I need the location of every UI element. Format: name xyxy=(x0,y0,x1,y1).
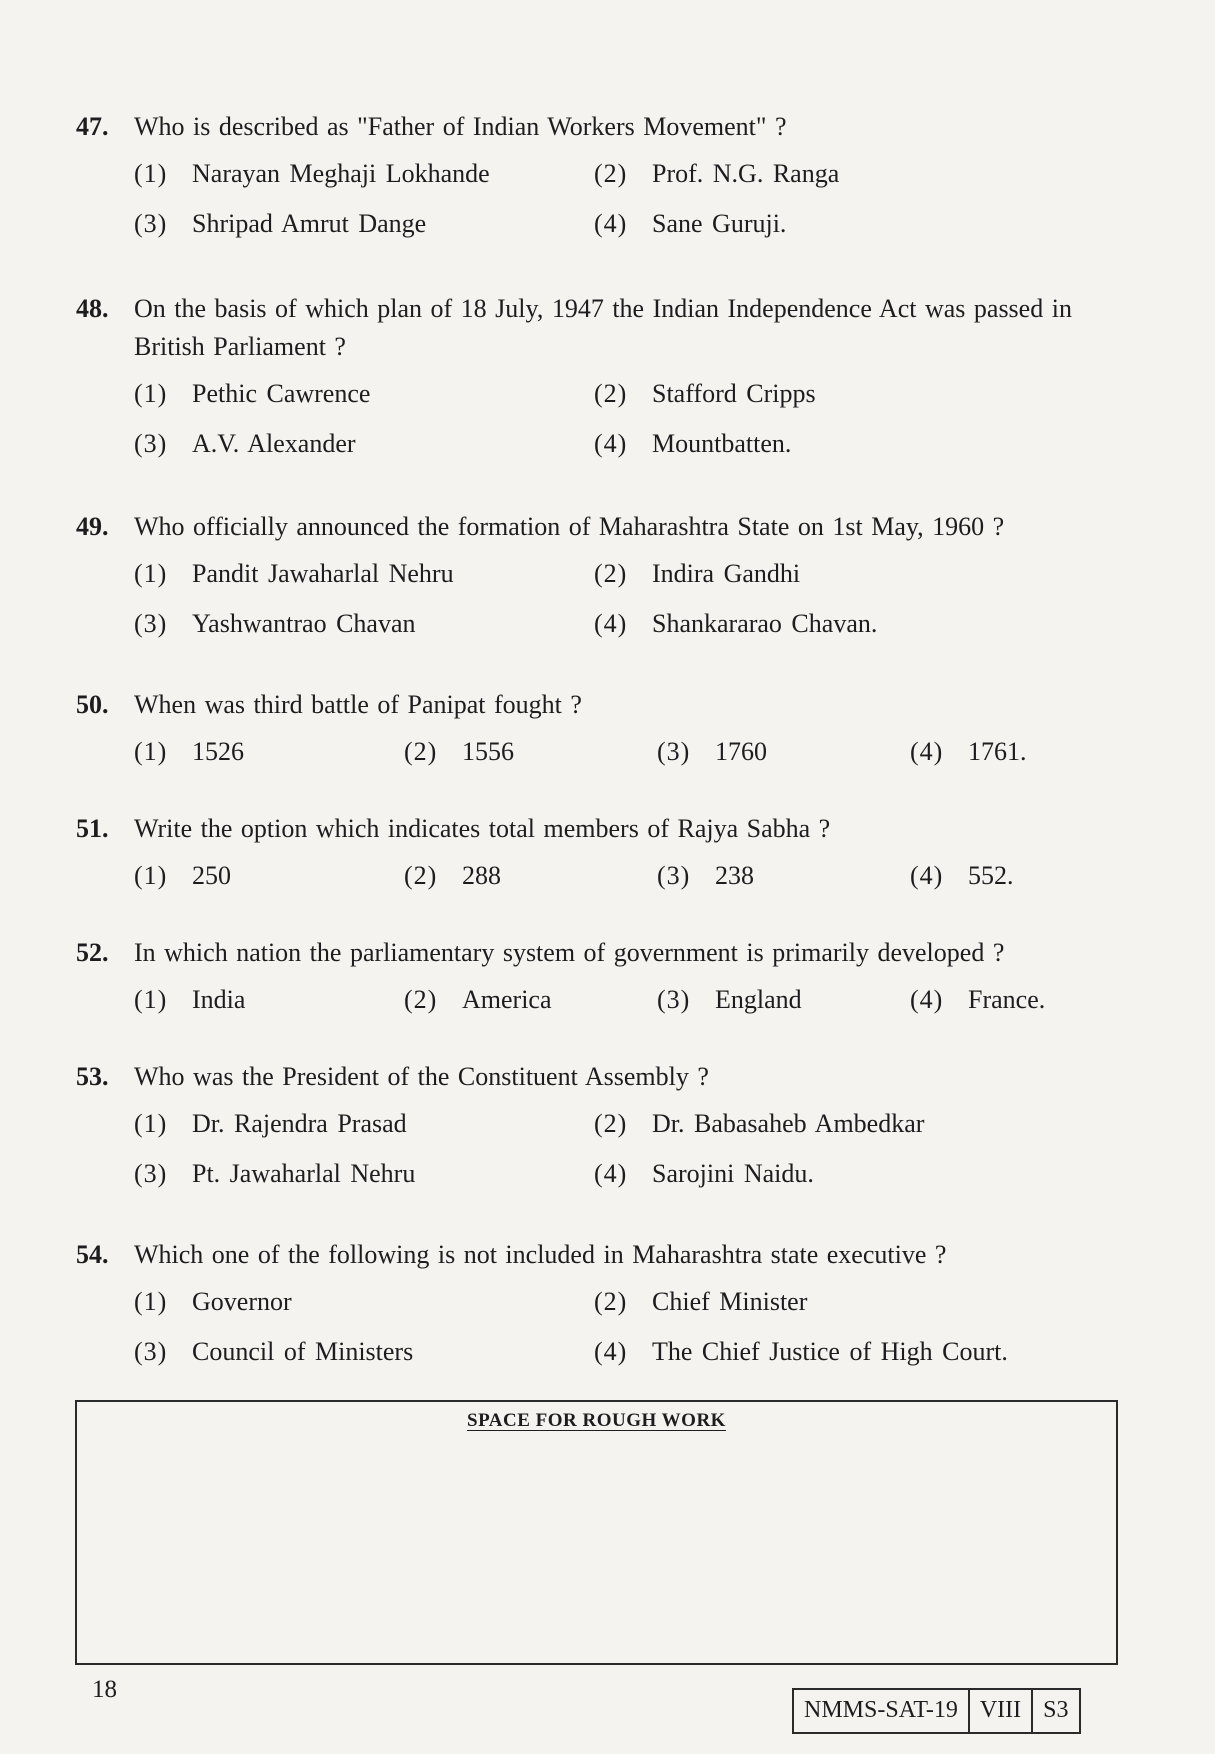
option xyxy=(594,606,1094,642)
question-text: On the basis of which plan of 18 July, 1947 the Indian Independence Act was passed in British Parliament ? xyxy=(134,294,1072,361)
question-number: 50. xyxy=(76,690,109,719)
option-index: (3) xyxy=(134,609,168,638)
option-index: (1) xyxy=(134,985,168,1014)
option-text: Shripad Amrut Dange xyxy=(192,209,427,238)
option-index: (3) xyxy=(657,861,691,890)
option xyxy=(134,1334,594,1370)
option-index: (3) xyxy=(134,1337,168,1366)
option-text: Dr. Babasaheb Ambedkar xyxy=(652,1109,925,1138)
question-text: Which one of the following is not included in Maharashtra state executive ? xyxy=(134,1240,947,1269)
question-50 xyxy=(76,686,1136,770)
question-text: When was third battle of Panipat fought ? xyxy=(134,690,582,719)
question-53 xyxy=(76,1058,1136,1192)
option xyxy=(594,156,1094,192)
option xyxy=(134,556,594,592)
question-number: 48. xyxy=(76,294,109,323)
option-text: 552. xyxy=(968,861,1014,890)
question-number: 54. xyxy=(76,1240,109,1269)
option-index: (1) xyxy=(134,379,168,408)
option xyxy=(657,858,910,894)
question-text: Write the option which indicates total members of Rajya Sabha ? xyxy=(134,814,831,843)
option-text: Shankararao Chavan. xyxy=(652,609,878,638)
option-index: (3) xyxy=(134,209,168,238)
option-index: (2) xyxy=(594,159,628,188)
option xyxy=(594,1156,1094,1192)
option-index: (3) xyxy=(657,737,691,766)
option-text: 1760 xyxy=(715,737,767,766)
option-text: France. xyxy=(968,985,1046,1014)
option xyxy=(134,734,404,770)
option xyxy=(134,982,404,1018)
option xyxy=(134,1284,594,1320)
option-text: 1526 xyxy=(192,737,244,766)
option-text: India xyxy=(192,985,246,1014)
option-index: (2) xyxy=(594,379,628,408)
option-index: (4) xyxy=(910,861,944,890)
option xyxy=(134,1156,594,1192)
option-index: (2) xyxy=(404,985,438,1014)
rough-work-label xyxy=(77,1410,1116,1432)
option-text: 288 xyxy=(462,861,501,890)
option-text: The Chief Justice of High Court. xyxy=(652,1337,1008,1366)
option-text: Pandit Jawaharlal Nehru xyxy=(192,559,454,588)
option-index: (4) xyxy=(910,985,944,1014)
option xyxy=(910,734,1130,770)
option-index: (1) xyxy=(134,861,168,890)
option-text: Narayan Meghaji Lokhande xyxy=(192,159,490,188)
option-index: (2) xyxy=(404,861,438,890)
option-index: (1) xyxy=(134,1287,168,1316)
question-number: 51. xyxy=(76,814,109,843)
option-index: (2) xyxy=(594,1287,628,1316)
question-number: 47. xyxy=(76,112,109,141)
question-text: Who officially announced the formation of Maharashtra State on 1st May, 1960 ? xyxy=(134,512,1005,541)
option-text: Governor xyxy=(192,1287,292,1316)
option xyxy=(134,206,594,242)
exam-code: NMMS-SAT-19 xyxy=(794,1690,970,1732)
option xyxy=(657,982,910,1018)
option-text: Chief Minister xyxy=(652,1287,808,1316)
option-text: 238 xyxy=(715,861,754,890)
option xyxy=(134,606,594,642)
option-text: Yashwantrao Chavan xyxy=(192,609,416,638)
question-number: 53. xyxy=(76,1062,109,1091)
option-text: Mountbatten. xyxy=(652,429,792,458)
option-text: Indira Gandhi xyxy=(652,559,801,588)
option-text: America xyxy=(462,985,552,1014)
option-index: (3) xyxy=(657,985,691,1014)
option-text: 1556 xyxy=(462,737,514,766)
option-text: A.V. Alexander xyxy=(192,429,356,458)
exam-code-box xyxy=(792,1688,1081,1734)
option-text: Stafford Cripps xyxy=(652,379,816,408)
set-code: S3 xyxy=(1043,1697,1069,1723)
page-number: 18 xyxy=(92,1676,117,1703)
option xyxy=(594,1284,1094,1320)
option xyxy=(134,1106,594,1142)
option-text: Sarojini Naidu. xyxy=(652,1159,814,1188)
option-text: Pethic Cawrence xyxy=(192,379,371,408)
option-text: Pt. Jawaharlal Nehru xyxy=(192,1159,416,1188)
option xyxy=(404,982,657,1018)
option-index: (4) xyxy=(910,737,944,766)
option xyxy=(910,982,1130,1018)
option-index: (4) xyxy=(594,209,628,238)
option-index: (2) xyxy=(404,737,438,766)
option-text: 250 xyxy=(192,861,231,890)
question-48 xyxy=(76,290,1136,462)
option xyxy=(657,734,910,770)
option xyxy=(594,206,1094,242)
option xyxy=(594,1334,1094,1370)
rough-work-label-text: SPACE FOR ROUGH WORK xyxy=(467,1410,726,1431)
question-52 xyxy=(76,934,1136,1018)
option-index: (1) xyxy=(134,737,168,766)
option-text: 1761. xyxy=(968,737,1027,766)
question-47 xyxy=(76,108,1136,242)
question-text: Who is described as "Father of Indian Workers Movement" ? xyxy=(134,112,787,141)
question-51 xyxy=(76,810,1136,894)
rough-work-box xyxy=(75,1400,1118,1665)
option-text: Prof. N.G. Ranga xyxy=(652,159,840,188)
option xyxy=(134,156,594,192)
option-index: (1) xyxy=(134,159,168,188)
option xyxy=(594,556,1094,592)
option xyxy=(594,426,1094,462)
option-index: (2) xyxy=(594,559,628,588)
question-number: 52. xyxy=(76,938,109,967)
option-text: Council of Ministers xyxy=(192,1337,414,1366)
option xyxy=(404,858,657,894)
question-54 xyxy=(76,1236,1136,1370)
question-text: Who was the President of the Constituent Assembly ? xyxy=(134,1062,709,1091)
question-49 xyxy=(76,508,1136,642)
option-index: (2) xyxy=(594,1109,628,1138)
option-index: (3) xyxy=(134,429,168,458)
option-text: England xyxy=(715,985,802,1014)
option-index: (4) xyxy=(594,429,628,458)
option xyxy=(594,376,1094,412)
question-text: In which nation the parliamentary system of government is primarily developed ? xyxy=(134,938,1005,967)
option xyxy=(594,1106,1094,1142)
option-index: (1) xyxy=(134,559,168,588)
question-number: 49. xyxy=(76,512,109,541)
standard-code: VIII xyxy=(970,1690,1033,1732)
option xyxy=(404,734,657,770)
option-index: (4) xyxy=(594,609,628,638)
option xyxy=(134,376,594,412)
option-index: (4) xyxy=(594,1337,628,1366)
option xyxy=(910,858,1130,894)
option-index: (1) xyxy=(134,1109,168,1138)
option xyxy=(134,426,594,462)
option-text: Dr. Rajendra Prasad xyxy=(192,1109,407,1138)
option-index: (4) xyxy=(594,1159,628,1188)
option xyxy=(134,858,404,894)
option-text: Sane Guruji. xyxy=(652,209,787,238)
option-index: (3) xyxy=(134,1159,168,1188)
